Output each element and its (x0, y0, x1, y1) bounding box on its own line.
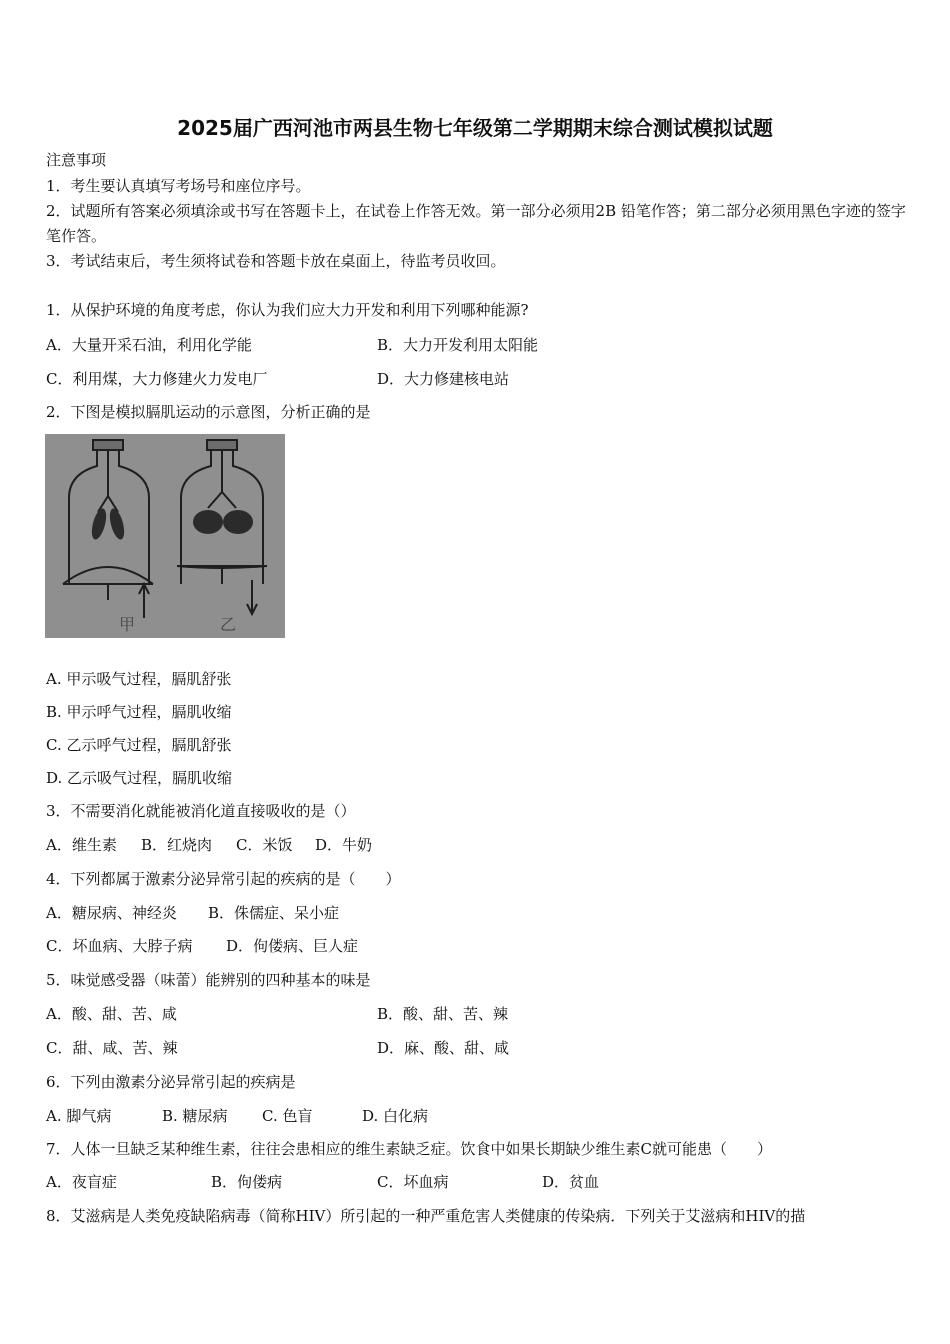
question-5-option-c: C．甜、咸、苦、辣 (46, 1039, 178, 1057)
question-6-option-c: C. 色盲 (262, 1107, 313, 1125)
question-6-option-a: A. 脚气病 (46, 1107, 112, 1125)
question-8-stem: 8．艾滋病是人类免疫缺陷病毒（简称HIV）所引起的一种严重危害人类健康的传染病．下列关于艾滋病和HIV的描 (46, 1207, 806, 1225)
question-1-option-d: D．大力修建核电站 (377, 370, 510, 388)
question-4-stem: 4．下列都属于激素分泌异常引起的疾病的是（ ） (46, 870, 401, 888)
figure-label-jia: 甲 (119, 615, 136, 634)
question-3-option-d: D．牛奶 (315, 836, 373, 854)
question-3-option-b: B．红烧肉 (141, 836, 213, 854)
question-7-option-d: D．贫血 (542, 1173, 600, 1191)
page-title: 2025届广西河池市两县生物七年级第二学期期末综合测试模拟试题 (177, 116, 773, 140)
figure-label-yi: 乙 (220, 615, 237, 634)
question-5-option-b: B．酸、甜、苦、辣 (377, 1005, 509, 1023)
question-4-option-c: C．坏血病、大脖子病 (46, 937, 193, 955)
bell-jar-diagram (45, 434, 285, 638)
notice-item-3: 3．考试结束后，考生须将试卷和答题卡放在桌面上，待监考员收回。 (46, 252, 506, 270)
question-5-option-d: D．麻、酸、甜、咸 (377, 1039, 510, 1057)
question-4-option-a: A．糖尿病、神经炎 (46, 904, 177, 922)
question-5-stem: 5．味觉感受器（味蕾）能辨别的四种基本的味是 (46, 971, 371, 989)
question-2-option-c: C. 乙示呼气过程，膈肌舒张 (46, 736, 232, 754)
question-5-option-a: A．酸、甜、苦、咸 (46, 1005, 177, 1023)
diaphragm-model-figure (45, 434, 285, 638)
question-1-stem: 1．从保护环境的角度考虑，你认为我们应大力开发和利用下列哪种能源? (46, 301, 529, 319)
question-4-option-d: D．佝偻病、巨人症 (226, 937, 359, 955)
question-7-stem: 7．人体一旦缺乏某种维生素，往往会患相应的维生素缺乏症。饮食中如果长期缺少维生素C就可能患（ ） (46, 1140, 773, 1158)
question-2-option-b: B. 甲示呼气过程，膈肌收缩 (46, 703, 232, 721)
notice-item-1: 1．考生要认真填写考场号和座位序号。 (46, 177, 311, 195)
question-7-option-a: A．夜盲症 (46, 1173, 117, 1191)
question-2-option-d: D. 乙示吸气过程，膈肌收缩 (46, 769, 233, 787)
question-7-option-c: C．坏血病 (377, 1173, 449, 1191)
question-2-option-a: A. 甲示吸气过程，膈肌舒张 (46, 670, 232, 688)
question-3-stem: 3．不需要消化就能被消化道直接吸收的是（） (46, 802, 356, 820)
question-7-option-b: B．佝偻病 (211, 1173, 283, 1191)
question-1-option-c: C．利用煤，大力修建火力发电厂 (46, 370, 268, 388)
notice-heading: 注意事项 (46, 151, 107, 169)
question-4-option-b: B．侏儒症、呆小症 (208, 904, 340, 922)
question-6-option-d: D. 白化病 (362, 1107, 429, 1125)
question-3-option-a: A．维生素 (46, 836, 117, 854)
question-1-option-b: B．大力开发利用太阳能 (377, 336, 539, 354)
question-1-option-a: A．大量开采石油，利用化学能 (46, 336, 252, 354)
notice-item-2: 2．试题所有答案必须填涂或书写在答题卡上，在试卷上作答无效。第一部分必须用2B 铅笔作答；第二部分必须用黑色字迹的签字笔作答。 (46, 202, 906, 245)
question-2-stem: 2．下图是模拟膈肌运动的示意图，分析正确的是 (46, 403, 371, 421)
question-6-stem: 6．下列由激素分泌异常引起的疾病是 (46, 1073, 296, 1091)
question-3-option-c: C．米饭 (236, 836, 293, 854)
question-6-option-b: B. 糖尿病 (162, 1107, 228, 1125)
